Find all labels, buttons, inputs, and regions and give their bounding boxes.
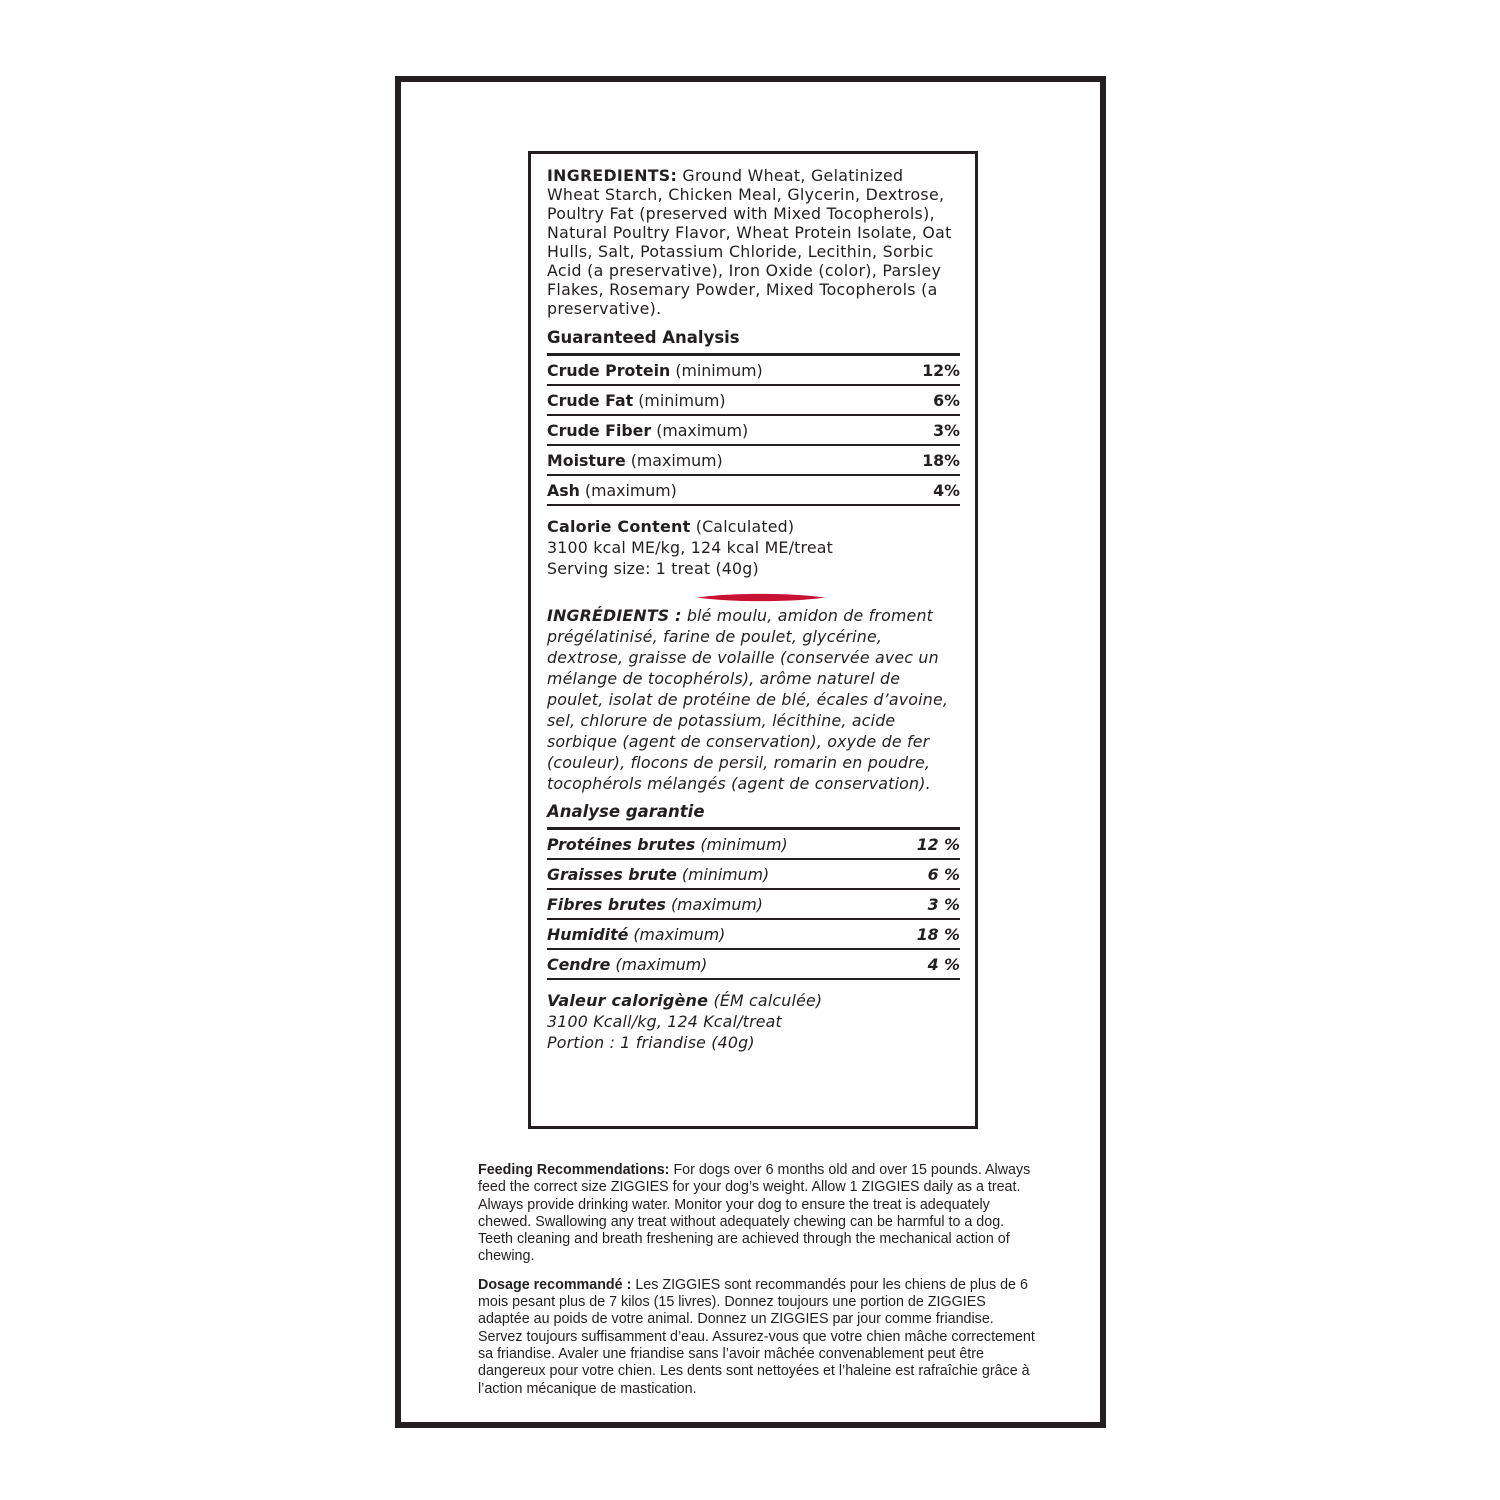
analysis-value: 3%: [933, 421, 960, 440]
calorie-content-fr-qualifier: (ÉM calculée): [713, 991, 823, 1010]
section-divider: [561, 588, 960, 599]
analysis-value: 4 %: [927, 955, 960, 974]
guaranteed-analysis-table: [547, 356, 960, 506]
analysis-name: Crude Fiber (maximum): [547, 421, 749, 440]
analysis-value: 18%: [922, 451, 960, 470]
guaranteed-analysis-title: Guaranteed Analysis: [547, 328, 960, 356]
analysis-value: 6 %: [927, 865, 960, 884]
analysis-row: [547, 830, 960, 860]
feeding-recommendations-en: [478, 1162, 1036, 1266]
analysis-name: Humidité (maximum): [547, 925, 726, 944]
analysis-name: Moisture (maximum): [547, 451, 723, 470]
ingredients-en-text: Ground Wheat, Gelatinized Wheat Starch, Chicken Meal, Glycerin, Dextrose, Poultry Fat (preserved with Mixed Tocopherols), Natural Poultry Flavor, Wheat Protein Isolate, Oat Hulls, Salt, Potassium Chloride, Lecithin, Sorbic Acid (a preservative), Iron Oxide (color), Parsley Flakes, Rosemary Powder, Mixed Tocopherols (a preservative).: [547, 166, 952, 318]
analysis-row: [547, 356, 960, 386]
analysis-value: 18 %: [916, 925, 960, 944]
ingredients-fr-paragraph: [547, 605, 960, 794]
analysis-name: Fibres brutes (maximum): [547, 895, 763, 914]
analysis-name: Crude Protein (minimum): [547, 361, 763, 380]
analysis-value: 6%: [933, 391, 960, 410]
ingredients-en-paragraph: [547, 166, 960, 318]
analysis-value: 12%: [922, 361, 960, 380]
analysis-row: [547, 446, 960, 476]
analysis-row: [547, 860, 960, 890]
ingredients-en-title: INGREDIENTS:: [547, 166, 678, 185]
red-swoosh-icon: [697, 592, 825, 603]
analysis-value: 4%: [933, 481, 960, 500]
feeding-recommendations-en-title: Feeding Recommendations:: [478, 1162, 670, 1178]
analysis-row: [547, 890, 960, 920]
analysis-value: 3 %: [927, 895, 960, 914]
calorie-content-fr-kcal-line: 3100 Kcall/kg, 124 Kcal/treat: [547, 1012, 782, 1031]
ingredients-fr-title: INGRÉDIENTS :: [547, 606, 682, 625]
analysis-name: Crude Fat (minimum): [547, 391, 726, 410]
calorie-content-en-serving-line: Serving size: 1 treat (40g): [547, 559, 759, 578]
ingredients-fr-text: blé moulu, amidon de froment prégélatinisé, farine de poulet, glycérine, dextrose, graisse de volaille (conservée avec un mélange de tocophérols), arôme naturel de poulet, isolat de protéine de blé, écales d’avoine, sel, chlorure de potassium, lécithine, acide sorbique (agent de conservation), oxyde de fer (couleur), flocons de persil, romarin en poudre, tocophérols mélangés (agent de conservation).: [547, 606, 949, 793]
analysis-value: 12 %: [916, 835, 960, 854]
calorie-content-fr-title: Valeur calorigène: [547, 991, 709, 1010]
calorie-content-en-qualifier: (Calculated): [695, 517, 795, 536]
analysis-name: Ash (maximum): [547, 481, 677, 500]
analysis-name: Cendre (maximum): [547, 955, 708, 974]
analyse-garantie-title: Analyse garantie: [547, 802, 960, 830]
feeding-recommendations-en-text: For dogs over 6 months old and over 15 pounds. Always feed the correct size ZIGGIES for your dog’s weight. Allow 1 ZIGGIES daily as a treat. Always provide drinking water. Monitor your dog to ensure the treat is adequately chewed. Swallowing any treat without adequately chewing can be harmful to a dog. Teeth cleaning and breath freshening are achieved through the mechanical action of chewing.: [478, 1162, 1031, 1265]
calorie-content-en-block: [547, 516, 960, 579]
analysis-row: [547, 386, 960, 416]
calorie-content-en-title: Calorie Content: [547, 517, 691, 536]
feeding-recommendations-fr-title: Dosage recommandé :: [478, 1276, 632, 1293]
analysis-row: [547, 416, 960, 446]
analysis-row: [547, 920, 960, 950]
calorie-content-fr-block: [547, 990, 960, 1053]
analysis-row: [547, 950, 960, 980]
analysis-name: Protéines brutes (minimum): [547, 835, 788, 854]
feeding-recommendations-fr-text: Les ZIGGIES sont recommandés pour les chiens de plus de 6 mois pesant plus de 7 kilos (15 livres). Donnez toujours une portion de ZIGGIES adaptée au poids de votre animal. Donnez un ZIGGIES par jour comme friandise. Servez toujours suffisamment d’eau. Assurez-vous que votre chien mâche correctement sa friandise. Avaler une friandise sans l’avoir mâchée convenablement peut être dangereux pour votre chien. Les dents sont nettoyées et l’haleine est rafraîchie grâce à l’action mécanique de mastication.: [478, 1276, 1035, 1397]
feeding-recommendations-fr: [478, 1277, 1036, 1398]
analyse-garantie-table: [547, 830, 960, 980]
calorie-content-fr-portion-line: Portion : 1 friandise (40g): [547, 1033, 755, 1052]
nutrition-facts-box: [528, 151, 978, 1129]
analysis-row: [547, 476, 960, 506]
feeding-recommendations: [478, 1162, 1036, 1398]
calorie-content-en-kcal-line: 3100 kcal ME/kg, 124 kcal ME/treat: [547, 538, 834, 557]
analysis-name: Graisses brute (minimum): [547, 865, 770, 884]
label-outer-frame: [395, 76, 1106, 1428]
